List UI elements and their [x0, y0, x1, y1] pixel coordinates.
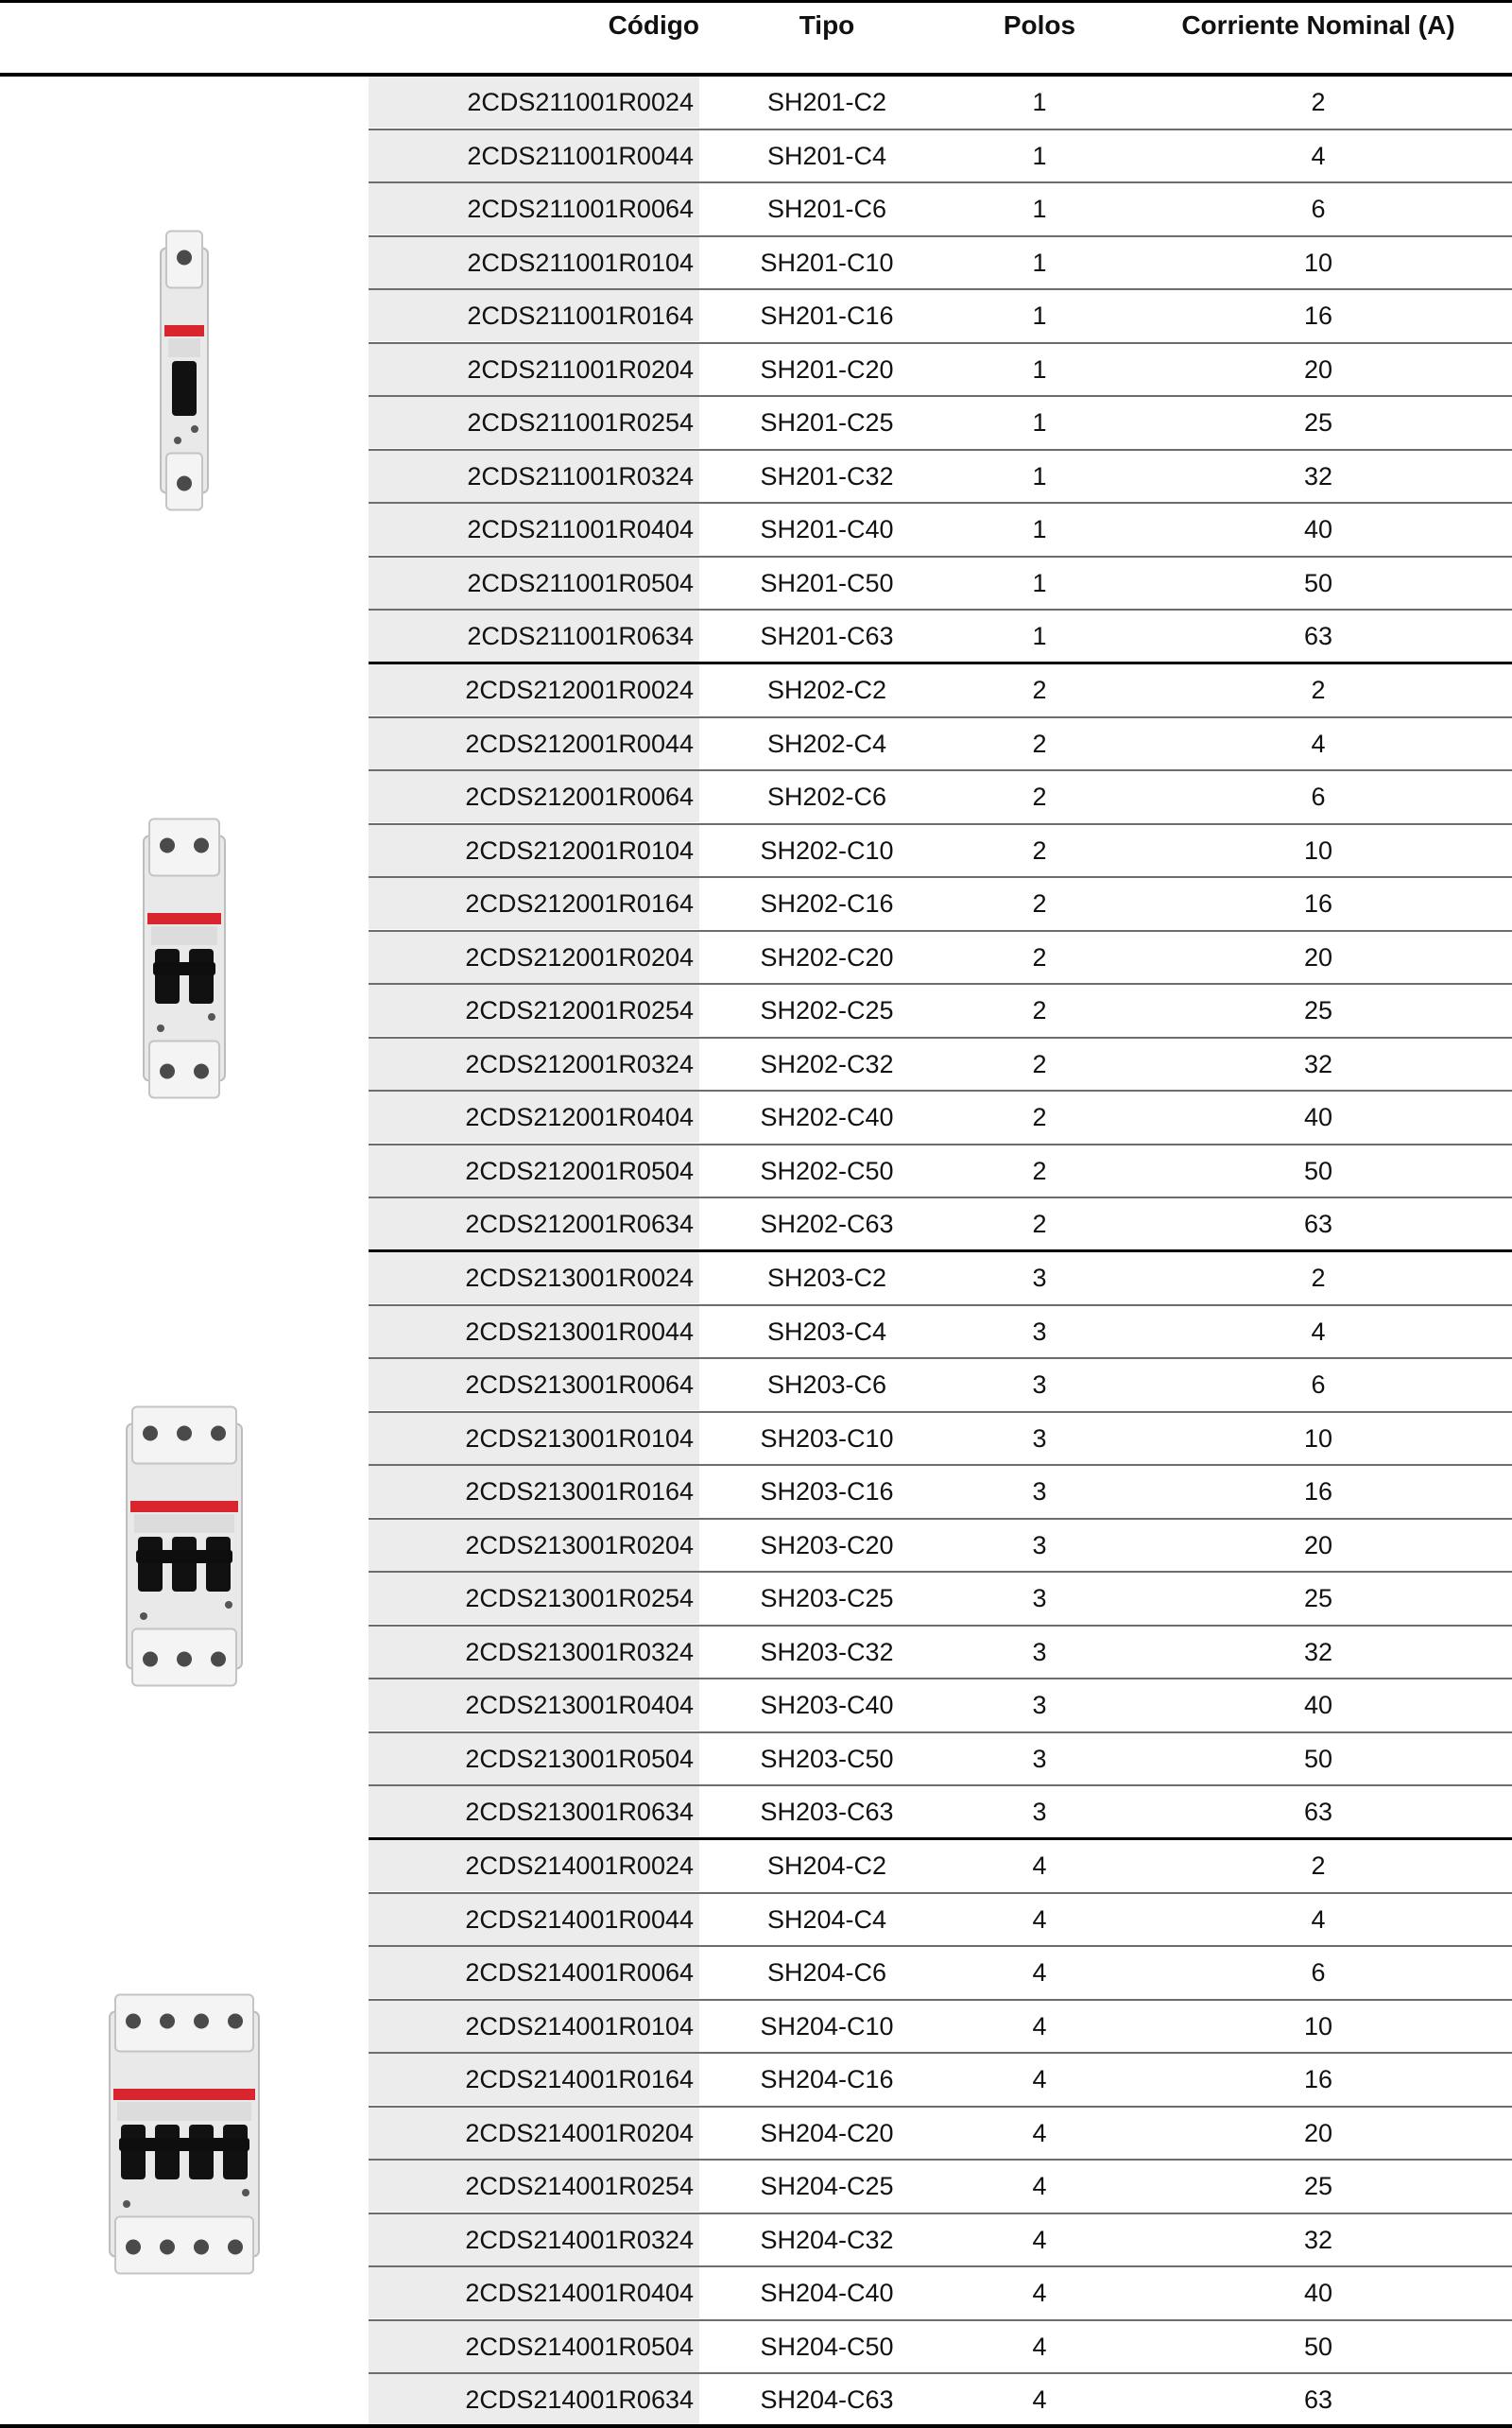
table-row	[369, 2321, 1512, 2375]
code-cell: 2CDS212001R0164	[369, 878, 699, 929]
current-cell: 40	[1303, 515, 1333, 543]
poles-cell: 3	[1032, 1691, 1047, 1719]
table-row	[369, 1466, 1512, 1520]
group-rows	[369, 1840, 1512, 2428]
table-row	[369, 1679, 1512, 1733]
header-code: Código	[608, 10, 699, 40]
current-cell: 2	[1311, 88, 1326, 116]
type-cell: SH204-C4	[766, 1904, 887, 1934]
code-cell: 2CDS213001R0204	[369, 1520, 699, 1571]
product-image	[0, 1252, 369, 1840]
poles-cell: 3	[1032, 1798, 1047, 1826]
poles-cell: 2	[1032, 835, 1047, 865]
type-cell: SH204-C16	[760, 2065, 894, 2093]
group-rows	[369, 664, 1512, 1252]
table-row	[369, 130, 1512, 184]
code-cell: 2CDS213001R0634	[369, 1786, 699, 1837]
type-cell: SH203-C20	[760, 1530, 894, 1559]
header-type: Tipo	[799, 10, 855, 40]
poles-cell: 3	[1032, 1530, 1047, 1559]
code-cell: 2CDS213001R0164	[369, 1466, 699, 1517]
code-cell: 2CDS214001R0024	[369, 1840, 699, 1891]
code-cell: 2CDS212001R0404	[369, 1092, 699, 1143]
code-cell: 2CDS214001R0044	[369, 1894, 699, 1945]
poles-cell: 3	[1032, 1423, 1047, 1453]
current-cell: 2	[1311, 1264, 1326, 1292]
type-cell: SH201-C20	[760, 354, 894, 384]
current-cell: 63	[1303, 2385, 1333, 2414]
table-row	[369, 664, 1512, 718]
code-cell: 2CDS212001R0324	[369, 1039, 699, 1090]
code-cell: 2CDS212001R0254	[369, 985, 699, 1036]
poles-cell: 4	[1032, 2011, 1047, 2041]
table-row	[369, 1786, 1512, 1840]
poles-cell: 2	[1032, 729, 1047, 758]
table-row	[369, 237, 1512, 291]
current-cell: 32	[1303, 461, 1333, 491]
table-row	[369, 1840, 1512, 1894]
poles-cell: 1	[1032, 141, 1047, 170]
poles-cell: 3	[1032, 1370, 1047, 1399]
product-image	[0, 77, 369, 664]
poles-cell: 1	[1032, 515, 1047, 543]
code-cell: 2CDS211001R0024	[369, 77, 699, 128]
type-cell: SH201-C6	[766, 195, 887, 223]
circuit-breaker-2p-image	[19, 664, 350, 1252]
current-cell: 32	[1303, 2225, 1333, 2254]
poles-cell: 2	[1032, 1210, 1047, 1238]
code-cell: 2CDS214001R0104	[369, 2001, 699, 2052]
current-cell: 16	[1303, 1477, 1333, 1506]
code-cell: 2CDS214001R0254	[369, 2161, 699, 2212]
current-cell: 16	[1303, 2065, 1333, 2093]
code-cell: 2CDS213001R0504	[369, 1733, 699, 1784]
table-row	[369, 1947, 1512, 2001]
code-cell: 2CDS211001R0044	[369, 130, 699, 181]
poles-cell: 1	[1032, 408, 1047, 437]
poles-cell: 1	[1032, 354, 1047, 384]
table-row	[369, 1573, 1512, 1627]
poles-cell: 4	[1032, 2065, 1047, 2093]
current-cell: 4	[1311, 1317, 1326, 1346]
group-rows	[369, 77, 1512, 664]
table-row	[369, 2267, 1512, 2321]
type-cell: SH201-C2	[766, 88, 887, 116]
table-row	[369, 504, 1512, 558]
table-row	[369, 878, 1512, 932]
poles-cell: 4	[1032, 2118, 1047, 2147]
code-cell: 2CDS211001R0404	[369, 504, 699, 555]
type-cell: SH203-C40	[760, 1691, 894, 1719]
table-row	[369, 1894, 1512, 1948]
poles-cell: 4	[1032, 2225, 1047, 2254]
table-row	[369, 290, 1512, 344]
table-row	[369, 2001, 1512, 2055]
table-row	[369, 2161, 1512, 2214]
code-cell: 2CDS214001R0324	[369, 2214, 699, 2265]
type-cell: SH201-C10	[760, 248, 894, 277]
current-cell: 4	[1311, 1904, 1326, 1934]
current-cell: 25	[1303, 996, 1333, 1025]
current-cell: 40	[1303, 1103, 1333, 1131]
type-cell: SH201-C40	[760, 515, 894, 543]
code-cell: 2CDS211001R0104	[369, 237, 699, 288]
header-current: Corriente Nominal (A)	[1181, 10, 1455, 40]
type-cell: SH204-C40	[760, 2279, 894, 2307]
current-cell: 10	[1303, 248, 1333, 277]
table-row	[369, 825, 1512, 879]
type-cell: SH203-C16	[760, 1477, 894, 1506]
header-poles: Polos	[1003, 10, 1076, 40]
code-cell: 2CDS212001R0504	[369, 1145, 699, 1197]
poles-cell: 3	[1032, 1584, 1047, 1612]
poles-cell: 4	[1032, 2279, 1047, 2307]
code-cell: 2CDS212001R0064	[369, 771, 699, 822]
poles-cell: 4	[1032, 2172, 1047, 2200]
product-group-3p	[0, 1252, 1512, 1840]
type-cell: SH201-C25	[760, 408, 894, 437]
code-cell: 2CDS213001R0064	[369, 1359, 699, 1410]
current-cell: 6	[1311, 195, 1326, 223]
table-row	[369, 183, 1512, 237]
type-cell: SH203-C63	[760, 1798, 894, 1826]
table-row	[369, 1039, 1512, 1093]
code-cell: 2CDS211001R0254	[369, 397, 699, 448]
current-cell: 25	[1303, 2172, 1333, 2200]
product-group-4p	[0, 1840, 1512, 2428]
type-cell: SH201-C4	[766, 141, 887, 170]
group-rows	[369, 1252, 1512, 1840]
type-cell: SH202-C4	[766, 729, 887, 758]
table-row	[369, 397, 1512, 451]
type-cell: SH202-C2	[766, 676, 887, 704]
type-cell: SH204-C25	[760, 2172, 894, 2200]
table-row	[369, 932, 1512, 986]
type-cell: SH204-C6	[766, 1958, 887, 1987]
code-cell: 2CDS211001R0634	[369, 611, 699, 662]
type-cell: SH204-C32	[760, 2225, 894, 2254]
code-cell: 2CDS214001R0634	[369, 2374, 699, 2425]
table-row	[369, 1198, 1512, 1252]
current-cell: 50	[1303, 1156, 1333, 1185]
type-cell: SH202-C63	[760, 1210, 894, 1238]
current-cell: 32	[1303, 1637, 1333, 1666]
type-cell: SH204-C63	[760, 2385, 894, 2414]
poles-cell: 1	[1032, 568, 1047, 597]
circuit-breaker-4p-image	[19, 1840, 350, 2428]
current-cell: 50	[1303, 1744, 1333, 1773]
poles-cell: 2	[1032, 889, 1047, 918]
product-group-1p	[0, 77, 1512, 664]
product-image	[0, 664, 369, 1252]
type-cell: SH203-C6	[766, 1370, 887, 1399]
type-cell: SH203-C10	[760, 1423, 894, 1453]
current-cell: 25	[1303, 1584, 1333, 1612]
current-cell: 32	[1303, 1049, 1333, 1078]
code-cell: 2CDS214001R0204	[369, 2108, 699, 2159]
current-cell: 20	[1303, 2118, 1333, 2147]
poles-cell: 1	[1032, 622, 1047, 650]
poles-cell: 3	[1032, 1317, 1047, 1346]
current-cell: 6	[1311, 783, 1326, 811]
current-cell: 20	[1303, 354, 1333, 384]
current-cell: 6	[1311, 1958, 1326, 1987]
type-cell: SH201-C63	[760, 622, 894, 650]
poles-cell: 2	[1032, 1103, 1047, 1131]
table-row	[369, 1252, 1512, 1306]
poles-cell: 3	[1032, 1477, 1047, 1506]
type-cell: SH202-C40	[760, 1103, 894, 1131]
current-cell: 16	[1303, 301, 1333, 330]
poles-cell: 2	[1032, 1049, 1047, 1078]
code-cell: 2CDS214001R0064	[369, 1947, 699, 1998]
circuit-breaker-1p-image	[19, 77, 350, 664]
table-row	[369, 771, 1512, 825]
type-cell: SH202-C25	[760, 996, 894, 1025]
table-row	[369, 611, 1512, 664]
table-row	[369, 344, 1512, 398]
type-cell: SH204-C10	[760, 2011, 894, 2041]
type-cell: SH203-C4	[766, 1317, 887, 1346]
code-cell: 2CDS213001R0024	[369, 1252, 699, 1303]
type-cell: SH203-C2	[766, 1264, 887, 1292]
type-cell: SH202-C20	[760, 942, 894, 972]
current-cell: 63	[1303, 1798, 1333, 1826]
current-cell: 2	[1311, 676, 1326, 704]
code-cell: 2CDS212001R0204	[369, 932, 699, 983]
table-row	[369, 1627, 1512, 1680]
type-cell: SH202-C50	[760, 1156, 894, 1185]
code-cell: 2CDS211001R0504	[369, 558, 699, 609]
type-cell: SH204-C2	[766, 1851, 887, 1880]
product-group-2p	[0, 664, 1512, 1252]
current-cell: 40	[1303, 1691, 1333, 1719]
poles-cell: 3	[1032, 1264, 1047, 1292]
table-row	[369, 2374, 1512, 2428]
poles-cell: 1	[1032, 195, 1047, 223]
poles-cell: 4	[1032, 1851, 1047, 1880]
table-row	[369, 1092, 1512, 1145]
code-cell: 2CDS211001R0064	[369, 183, 699, 234]
code-cell: 2CDS212001R0024	[369, 664, 699, 715]
current-cell: 4	[1311, 141, 1326, 170]
table-row	[369, 985, 1512, 1039]
poles-cell: 2	[1032, 942, 1047, 972]
code-cell: 2CDS214001R0164	[369, 2054, 699, 2105]
current-cell: 6	[1311, 1370, 1326, 1399]
poles-cell: 2	[1032, 676, 1047, 704]
table-row	[369, 1306, 1512, 1360]
poles-cell: 2	[1032, 996, 1047, 1025]
current-cell: 50	[1303, 2332, 1333, 2361]
poles-cell: 4	[1032, 2385, 1047, 2414]
type-cell: SH203-C50	[760, 1744, 894, 1773]
table-row	[369, 1359, 1512, 1413]
current-cell: 20	[1303, 1530, 1333, 1559]
code-cell: 2CDS214001R0404	[369, 2267, 699, 2318]
table-row	[369, 77, 1512, 130]
product-image	[0, 1840, 369, 2428]
table-row	[369, 1413, 1512, 1467]
type-cell: SH202-C6	[766, 783, 887, 811]
type-cell: SH201-C16	[760, 301, 894, 330]
type-cell: SH203-C25	[760, 1584, 894, 1612]
type-cell: SH202-C16	[760, 889, 894, 918]
product-table	[0, 77, 1512, 2428]
poles-cell: 2	[1032, 1156, 1047, 1185]
current-cell: 2	[1311, 1851, 1326, 1880]
code-cell: 2CDS213001R0404	[369, 1679, 699, 1731]
code-cell: 2CDS211001R0324	[369, 451, 699, 502]
poles-cell: 3	[1032, 1744, 1047, 1773]
poles-cell: 1	[1032, 88, 1047, 116]
table-row	[369, 2054, 1512, 2108]
current-cell: 16	[1303, 889, 1333, 918]
table-row	[369, 1520, 1512, 1574]
poles-cell: 2	[1032, 783, 1047, 811]
type-cell: SH204-C20	[760, 2118, 894, 2147]
poles-cell: 1	[1032, 248, 1047, 277]
current-cell: 10	[1303, 2011, 1333, 2041]
type-cell: SH203-C32	[760, 1637, 894, 1666]
current-cell: 20	[1303, 942, 1333, 972]
type-cell: SH201-C50	[760, 568, 894, 597]
poles-cell: 3	[1032, 1637, 1047, 1666]
poles-cell: 4	[1032, 1958, 1047, 1987]
table-row	[369, 2214, 1512, 2268]
code-cell: 2CDS212001R0634	[369, 1198, 699, 1249]
table-row	[369, 558, 1512, 611]
current-cell: 25	[1303, 408, 1333, 437]
type-cell: SH201-C32	[760, 461, 894, 491]
code-cell: 2CDS212001R0104	[369, 825, 699, 876]
current-cell: 50	[1303, 568, 1333, 597]
table-row	[369, 451, 1512, 505]
poles-cell: 1	[1032, 301, 1047, 330]
type-cell: SH202-C32	[760, 1049, 894, 1078]
table-row	[369, 718, 1512, 772]
poles-cell: 1	[1032, 461, 1047, 491]
current-cell: 40	[1303, 2279, 1333, 2307]
code-cell: 2CDS211001R0204	[369, 344, 699, 395]
type-cell: SH204-C50	[760, 2332, 894, 2361]
table-row	[369, 1145, 1512, 1199]
current-cell: 4	[1311, 729, 1326, 758]
current-cell: 63	[1303, 622, 1333, 650]
type-cell: SH202-C10	[760, 835, 894, 865]
circuit-breaker-3p-image	[19, 1252, 350, 1840]
code-cell: 2CDS213001R0324	[369, 1627, 699, 1678]
current-cell: 10	[1303, 835, 1333, 865]
code-cell: 2CDS213001R0104	[369, 1413, 699, 1464]
current-cell: 10	[1303, 1423, 1333, 1453]
poles-cell: 4	[1032, 2332, 1047, 2361]
code-cell: 2CDS214001R0504	[369, 2321, 699, 2372]
poles-cell: 4	[1032, 1904, 1047, 1934]
code-cell: 2CDS212001R0044	[369, 718, 699, 769]
code-cell: 2CDS211001R0164	[369, 290, 699, 341]
code-cell: 2CDS213001R0044	[369, 1306, 699, 1357]
current-cell: 63	[1303, 1210, 1333, 1238]
table-row	[369, 1733, 1512, 1787]
group-divider	[0, 2424, 1512, 2428]
table-row	[369, 2108, 1512, 2161]
table-header	[0, 3, 1512, 73]
code-cell: 2CDS213001R0254	[369, 1573, 699, 1624]
